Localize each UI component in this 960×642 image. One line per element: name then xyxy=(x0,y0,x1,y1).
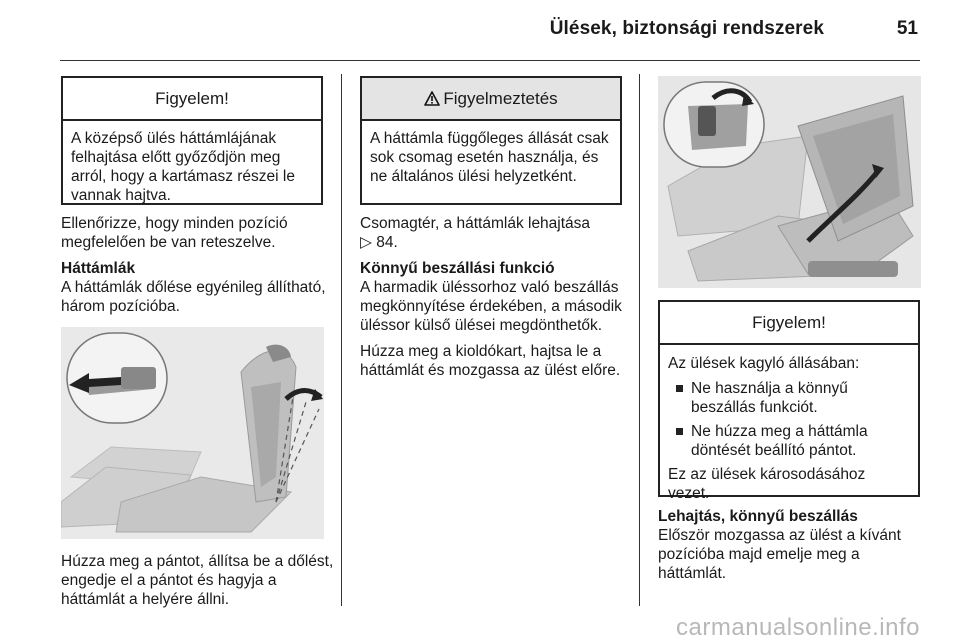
caution-box-2-intro: Az ülések kagyló állásában: xyxy=(668,355,860,372)
caution-bullet-2: Ne húzza meg a háttámla döntését beállító pántot. xyxy=(676,422,910,460)
col1-text-top xyxy=(61,214,333,323)
col2-text xyxy=(360,214,632,387)
col3-text xyxy=(658,507,930,590)
section-body-backrests: A háttámlák dőlése egyénileg állítható, három pozícióba. xyxy=(61,279,326,315)
col3-section-folding xyxy=(658,507,930,583)
section-title-folding: Lehajtás, könnyű beszállás xyxy=(658,508,858,525)
caution-box-text: A középső ülés háttámlájának felhajtása előtt győződjön meg arról, hogy a kartámasz részei le vannak hajtva. xyxy=(71,130,295,204)
warning-triangle-icon xyxy=(424,91,440,106)
page-reference[interactable]: 84. xyxy=(376,234,398,251)
header-divider xyxy=(60,60,920,61)
bullet-square-icon xyxy=(676,428,683,435)
caution-box-1 xyxy=(61,76,323,205)
caution-bullet-1: Ne használja a könnyű beszállás funkciót. xyxy=(676,379,910,417)
bullet-square-icon xyxy=(676,385,683,392)
page-reference-arrow-icon: ▷ xyxy=(360,234,377,251)
page-number: 51 xyxy=(896,18,918,39)
caution-box-title: Figyelem! xyxy=(63,78,321,121)
column-divider-2 xyxy=(639,74,640,606)
backrest-recline-illustration xyxy=(61,327,324,539)
warning-box xyxy=(360,76,622,205)
section-title-easy-entry: Könnyű beszállási funkció xyxy=(360,260,555,277)
luggage-reference-text: Csomagtér, a háttámlák lehajtása xyxy=(360,215,591,232)
col1-paragraph-lock: Ellenőrizze, hogy minden pozíció megfelelően be van reteszelve. xyxy=(61,215,288,251)
col1-caption xyxy=(61,552,337,616)
caution-box-2-outro: Ez az ülések károsodásához vezet. xyxy=(668,466,866,502)
page-header-title: Ülések, biztonsági rendszerek xyxy=(549,18,824,39)
section-title-backrests: Háttámlák xyxy=(61,260,136,277)
col1-section-backrests xyxy=(61,259,333,316)
watermark: carmanualsonline.info xyxy=(676,614,920,641)
warning-box-text: A háttámla függőleges állását csak sok csomag esetén használja, és ne általános ülési helyzetként. xyxy=(370,130,609,185)
warning-box-title: Figyelmeztetés xyxy=(443,88,558,108)
section-body-easy-entry: A harmadik üléssorhoz való beszállás megkönnyítése érdekében, a második üléssor külső ülései megdönthetők. xyxy=(360,279,622,334)
illustration-caption-recline: Húzza meg a pántot, állítsa be a dőlést, engedje el a pántot és hagyja a háttámlát a helyére állni. xyxy=(61,553,334,608)
col2-paragraph-luggage xyxy=(360,214,632,252)
caution-box-2-title: Figyelem! xyxy=(660,302,918,345)
caution-box-2 xyxy=(658,300,920,502)
column-divider-1 xyxy=(341,74,342,606)
col2-section-easy-entry xyxy=(360,259,632,335)
col2-paragraph-instructions: Húzza meg a kioldókart, hajtsa le a háttámlát és mozgassa az ülést előre. xyxy=(360,343,621,379)
easy-entry-illustration xyxy=(658,76,921,288)
section-body-folding: Először mozgassa az ülést a kívánt pozícióba majd emelje meg a háttámlát. xyxy=(658,527,901,582)
